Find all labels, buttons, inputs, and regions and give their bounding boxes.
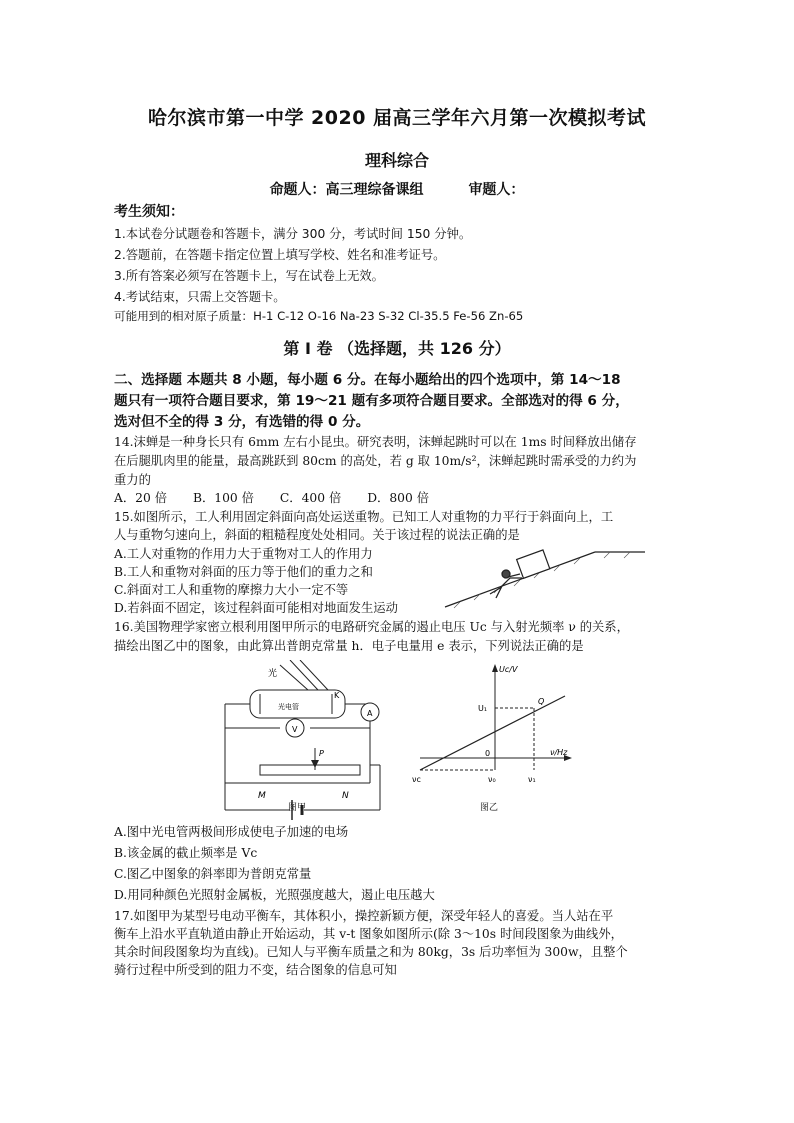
- q16-option-d: D.用同种颜色光照射金属板，光照强度越大，遏止电压越大: [114, 888, 435, 902]
- atomic-masses: 可能用到的相对原子质量：H-1 C-12 O-16 Na-23 S-32 Cl-35.5 Fe-56 Zn-65: [114, 309, 524, 323]
- label-v1: ν₁: [528, 775, 536, 784]
- label-N: N: [342, 791, 349, 801]
- q15-option-b: B.工人和重物对斜面的压力等于他们的重力之和: [114, 565, 373, 579]
- notice-item: 4.考试结束，只需上交答题卡。: [114, 290, 286, 304]
- q17-text: 衡车上沿水平直轨道由静止开始运动，其 v-t 图象如图所示(除 3～10s 时间段图象为曲线外，: [114, 927, 623, 941]
- q17-text: 骑行过程中所受到的阻力不变，结合图象的信息可知: [114, 963, 397, 977]
- q17-text: 17.如图甲为某型号电动平衡车，其体积小，操控新颖方便，深受年轻人的喜爱。当人站在平: [114, 909, 614, 923]
- label-light: 光: [268, 669, 278, 679]
- q16-text: 16.美国物理学家密立根利用图甲所示的电路研究金属的遏止电压 Uc 与入射光频率 ν 的关系，: [114, 620, 629, 634]
- q14-text: 在后腿肌肉里的能量，最高跳跃到 80cm 的高处，若 g 取 10m/s²，沫蝉起跳时需承受的力约为: [114, 454, 637, 468]
- x-label: ν/Hz: [550, 748, 568, 757]
- uc-v-graph: [400, 658, 580, 808]
- crate: [517, 550, 550, 578]
- q14-options: [114, 488, 429, 506]
- q15-text: 15.如图所示，工人利用固定斜面向高处运送重物。已知工人对重物的力平行于斜面向上，工: [114, 510, 614, 524]
- q15-option-c: C.斜面对工人和重物的摩擦力大小一定不等: [114, 583, 349, 597]
- fig-jia-caption: 图甲: [288, 803, 307, 813]
- y-label: Uc/V: [499, 665, 518, 674]
- q14-text: 14.沫蝉是一种身长只有 6mm 左右小昆虫。研究表明，沫蝉起跳时可以在 1ms 时间释放出储存: [114, 435, 637, 449]
- q15-option-d: D.若斜面不固定，该过程斜面可能相对地面发生运动: [114, 601, 398, 615]
- q14-text: 重力的: [114, 473, 151, 487]
- q17-text: 其余时间段图象均为直线)。已知人与平衡车质量之和为 80kg，3s 后功率恒为 300w，且整个: [114, 945, 628, 959]
- graph-line: [420, 696, 565, 770]
- label-M: M: [258, 791, 266, 801]
- q14-option-a: A．20 倍: [114, 491, 168, 505]
- label-U1: U₁: [478, 704, 488, 713]
- slider-arrow: [311, 760, 319, 768]
- circuit-diagram: [220, 660, 390, 820]
- notice-item: 1.本试卷分试题卷和答题卡，满分 300 分，考试时间 150 分钟。: [114, 227, 472, 241]
- q14-option-c: C．400 倍: [279, 491, 342, 505]
- section-instructions: 选对但不全的得 3 分，有选错的得 0 分。: [114, 414, 370, 430]
- label-K: K: [334, 691, 340, 700]
- label-v0: ν₀: [488, 775, 496, 784]
- exam-subtitle: 理科综合: [364, 151, 429, 170]
- q14-option-b: B．100 倍: [192, 491, 254, 505]
- authors-left: 命题人：高三理综备课组: [269, 182, 424, 198]
- authors-right: 审题人：: [468, 182, 525, 198]
- label-vc: νc: [412, 775, 421, 784]
- label-zero: 0: [485, 749, 491, 758]
- q16-text: 描绘出图乙中的图象，由此算出普朗克常量 h．电子电量用 e 表示，下列说法正确的是: [114, 639, 584, 653]
- section-instructions: 题只有一项符合题目要求，第 19～21 题有多项符合题目要求。全部选对的得 6 分，: [114, 393, 629, 409]
- notice-item: 3.所有答案必须写在答题卡上，写在试卷上无效。: [114, 269, 384, 283]
- fig-yi-caption: 图乙: [480, 803, 499, 813]
- q16-option-c: C.图乙中图象的斜率即为普朗克常量: [114, 867, 312, 881]
- label-V: V: [292, 725, 298, 734]
- exam-title: 哈尔滨市第一中学 2020 届高三学年六月第一次模拟考试: [147, 107, 647, 129]
- q16-option-a: A.图中光电管两极间形成使电子加速的电场: [114, 825, 349, 839]
- q16-option-b: B.该金属的截止频率是 Vc: [114, 846, 258, 860]
- author-line: [0, 179, 794, 199]
- q15-option-a: A.工人对重物的作用力大于重物对工人的作用力: [114, 547, 373, 561]
- notice-item: 2.答题前，在答题卡指定位置上填写学校、姓名和准考证号。: [114, 248, 446, 262]
- y-arrow: [492, 664, 498, 672]
- q15-text: 人与重物匀速向上，斜面的粗糙程度处处相同。关于该过程的说法正确的是: [114, 528, 520, 542]
- section-instructions: 二、选择题 本题共 8 小题，每小题 6 分。在每小题给出的四个选项中，第 14～18: [114, 372, 621, 388]
- section-title: 第 I 卷 （选择题，共 126 分）: [283, 339, 511, 358]
- q14-option-d: D．800 倍: [367, 491, 430, 505]
- label-Q: Q: [538, 697, 545, 706]
- label-tube: 光电管: [278, 703, 299, 711]
- incline-figure: [440, 532, 650, 612]
- label-P: P: [319, 749, 324, 758]
- notice-heading: 考生须知：: [114, 204, 184, 220]
- rheostat: [260, 765, 360, 775]
- label-A: A: [367, 709, 373, 718]
